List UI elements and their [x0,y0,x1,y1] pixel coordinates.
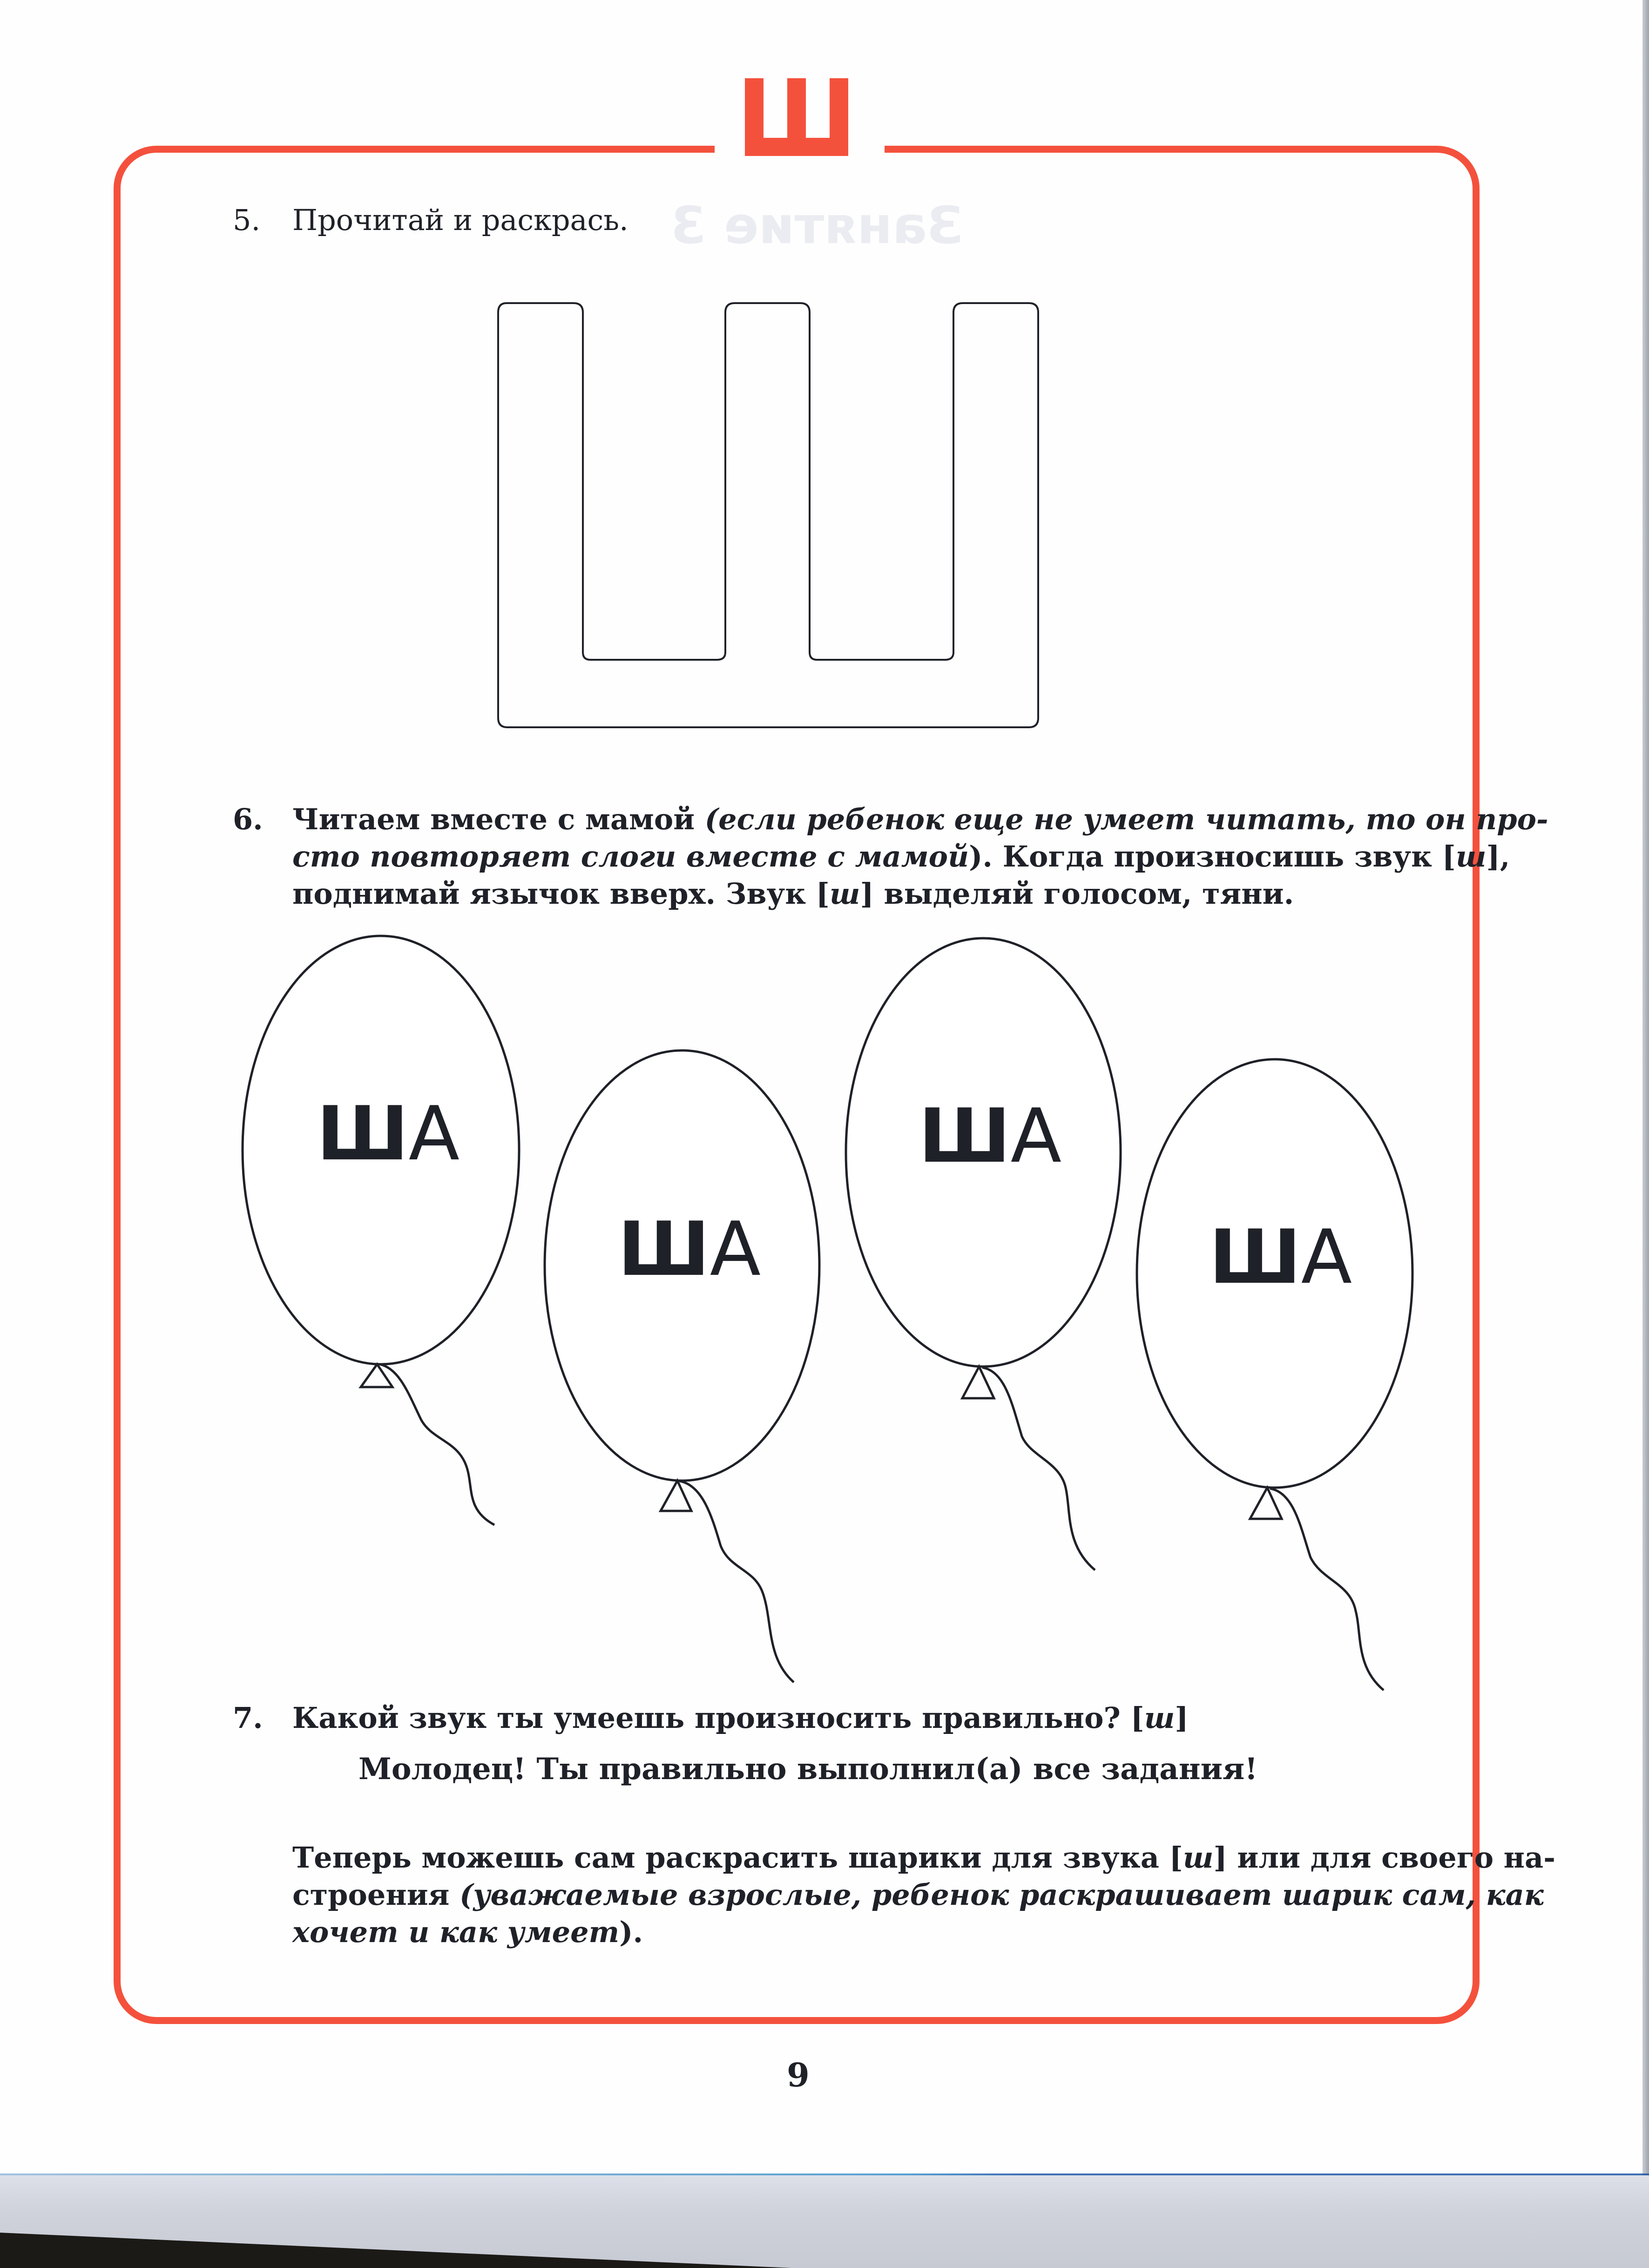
closing-italic-3: хочет и как умеет [292,1915,620,1949]
closing-text-2a: строения [292,1878,460,1912]
task-6-text-2: ). Когда произносишь звук [ [969,839,1456,873]
closing-line-2 [292,1876,1544,1914]
ghost-title: Занятие 3 [670,196,964,255]
syllable-consonant: Ш [1209,1213,1301,1300]
task-7-text: Какой звук ты умеешь произносить правильно? [ [292,1701,1144,1735]
task-6-bold: Читаем вместе с мамой [292,802,695,836]
closing-text-1b: ] или для своего на- [1213,1841,1555,1875]
syllable-vowel: А [710,1205,761,1293]
syllable-vowel: А [408,1090,460,1177]
task-number: 5. [233,203,261,237]
task-7 [233,1699,1189,1737]
task-number: 7. [233,1701,263,1735]
task-6-italic: (если ребенок еще не умеет читать, то он про- [695,802,1548,836]
bracket-close: ] [1175,1701,1189,1735]
syllable-consonant: Ш [618,1205,710,1293]
syllable-vowel: А [1010,1092,1062,1179]
closing-italic-2: (уважаемые взрослые, ребенок раскрашивает шарик сам, как [460,1878,1544,1912]
balloon-2-syllable [618,1205,761,1293]
sound-sha: ш [1183,1841,1214,1875]
sound-sha: ш [829,877,860,911]
balloon-3-syllable [919,1092,1062,1179]
balloon-4-syllable [1209,1213,1352,1300]
task-5-text: Прочитай и раскрась. [292,203,629,237]
balloon-1-syllable [317,1090,460,1177]
syllable-consonant: Ш [317,1090,409,1177]
syllable-vowel: А [1301,1213,1352,1300]
sound-sha: ш [1455,839,1487,873]
closing-line-3 [292,1914,643,1951]
sound-sha: ш [1144,1701,1175,1735]
closing-line-1 [292,1839,1555,1876]
task-number: 6. [233,802,263,836]
task-6-text-3b: ] выделяй голосом, тяни. [860,877,1294,911]
bracket-close: ], [1486,839,1510,873]
page-number: 9 [787,2056,810,2094]
task-6-italic-2: сто повторяет слоги вместе с мамой [292,839,969,873]
syllable-consonant: Ш [919,1092,1011,1179]
closing-text-1a: Теперь можешь сам раскрасить шарики для звука [ [292,1841,1183,1875]
praise-message: Молодец! Ты правильно выполнил(а) все задания! [358,1752,1258,1787]
closing-text-3: ). [619,1915,643,1949]
task-6-text-3a: поднимай язычок вверх. Звук [ [292,877,830,911]
